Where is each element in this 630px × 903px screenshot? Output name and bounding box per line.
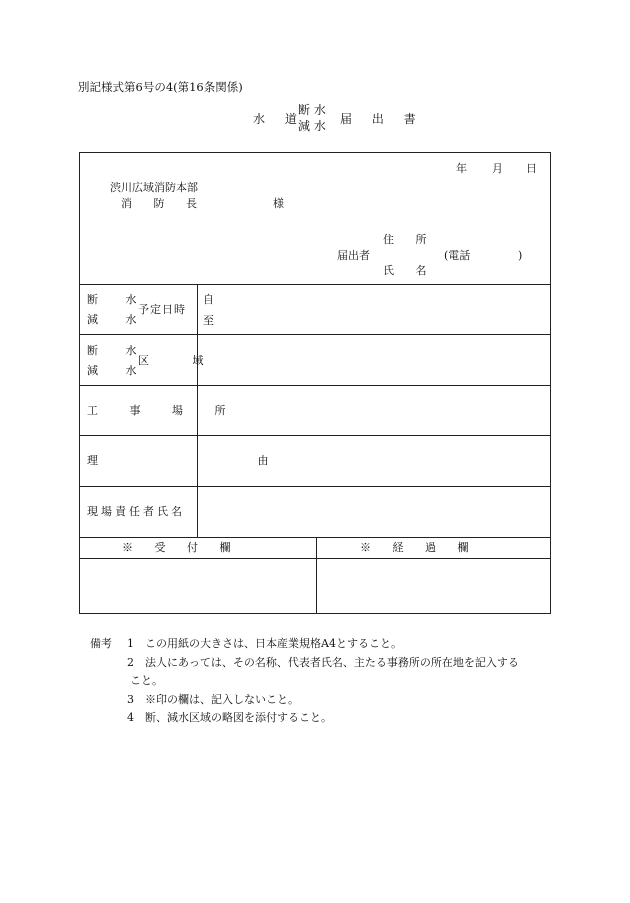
title-gensui: 減 水 bbox=[298, 119, 326, 133]
row-divider-schedule bbox=[80, 334, 550, 335]
form-number: 別記様式第6号の4(第16条関係) bbox=[78, 80, 243, 94]
title-dansui: 断 水 bbox=[298, 103, 326, 117]
addressee-title: 消 防 長 bbox=[121, 197, 206, 210]
applicant-phone-close: ) bbox=[518, 249, 523, 262]
schedule-from-label: 自 bbox=[203, 293, 214, 306]
applicant-label: 届出者 bbox=[337, 249, 370, 262]
date-day-label: 日 bbox=[526, 162, 537, 175]
area-gensui-label: 減 水 bbox=[87, 364, 149, 377]
construction-site-label: 工 事 場 所 bbox=[87, 404, 240, 417]
title-water: 水 道 bbox=[253, 112, 305, 126]
row-divider-site bbox=[80, 435, 550, 436]
note-4-number: 4 bbox=[127, 711, 134, 724]
area-label: 区 域 bbox=[138, 354, 224, 367]
applicant-name-label: 氏 名 bbox=[383, 264, 436, 277]
note-2-text: 法人にあっては、その名称、代表者氏名、主たる事務所の所在地を記入する bbox=[145, 656, 519, 669]
note-3-text: ※印の欄は、記入しないこと。 bbox=[145, 693, 299, 706]
date-year-label: 年 bbox=[456, 162, 467, 175]
row-divider-top-section bbox=[80, 284, 550, 285]
note-3-number: 3 bbox=[127, 693, 134, 706]
progress-column-header: ※ 経 過 欄 bbox=[360, 541, 478, 554]
note-2-number: 2 bbox=[127, 656, 134, 669]
supervisor-name-label: 現場責任者氏名 bbox=[87, 505, 185, 518]
note-4-text: 断、減水区域の略図を添付すること。 bbox=[145, 711, 332, 724]
reception-column-header: ※ 受 付 欄 bbox=[122, 541, 240, 554]
notes-heading: 備考 bbox=[90, 637, 112, 650]
addressee-sama: 様 bbox=[273, 197, 284, 210]
note-1-text: この用紙の大きさは、日本産業規格A4とすること。 bbox=[145, 637, 402, 650]
row-divider-stamp-header bbox=[80, 558, 550, 559]
schedule-label: 予定日時 bbox=[138, 303, 186, 316]
title-todoke: 届 出 書 bbox=[340, 112, 424, 126]
reason-label: 理 由 bbox=[87, 454, 347, 467]
schedule-dansui-label: 断 水 bbox=[87, 293, 149, 306]
addressee-org: 渋川広域消防本部 bbox=[110, 181, 198, 194]
row-divider-reason bbox=[80, 486, 550, 487]
schedule-to-label: 至 bbox=[203, 314, 214, 327]
note-2-text-continued: こと。 bbox=[130, 674, 163, 687]
stamp-column-divider bbox=[316, 537, 317, 613]
row-divider-supervisor bbox=[80, 537, 550, 538]
applicant-phone-label: (電話 bbox=[444, 249, 471, 262]
area-dansui-label: 断 水 bbox=[87, 344, 149, 357]
schedule-gensui-label: 減 水 bbox=[87, 313, 149, 326]
date-month-label: 月 bbox=[492, 162, 503, 175]
applicant-address-label: 住 所 bbox=[383, 233, 436, 246]
note-1-number: 1 bbox=[127, 637, 134, 650]
row-divider-area bbox=[80, 385, 550, 386]
notification-form-table bbox=[79, 152, 551, 614]
